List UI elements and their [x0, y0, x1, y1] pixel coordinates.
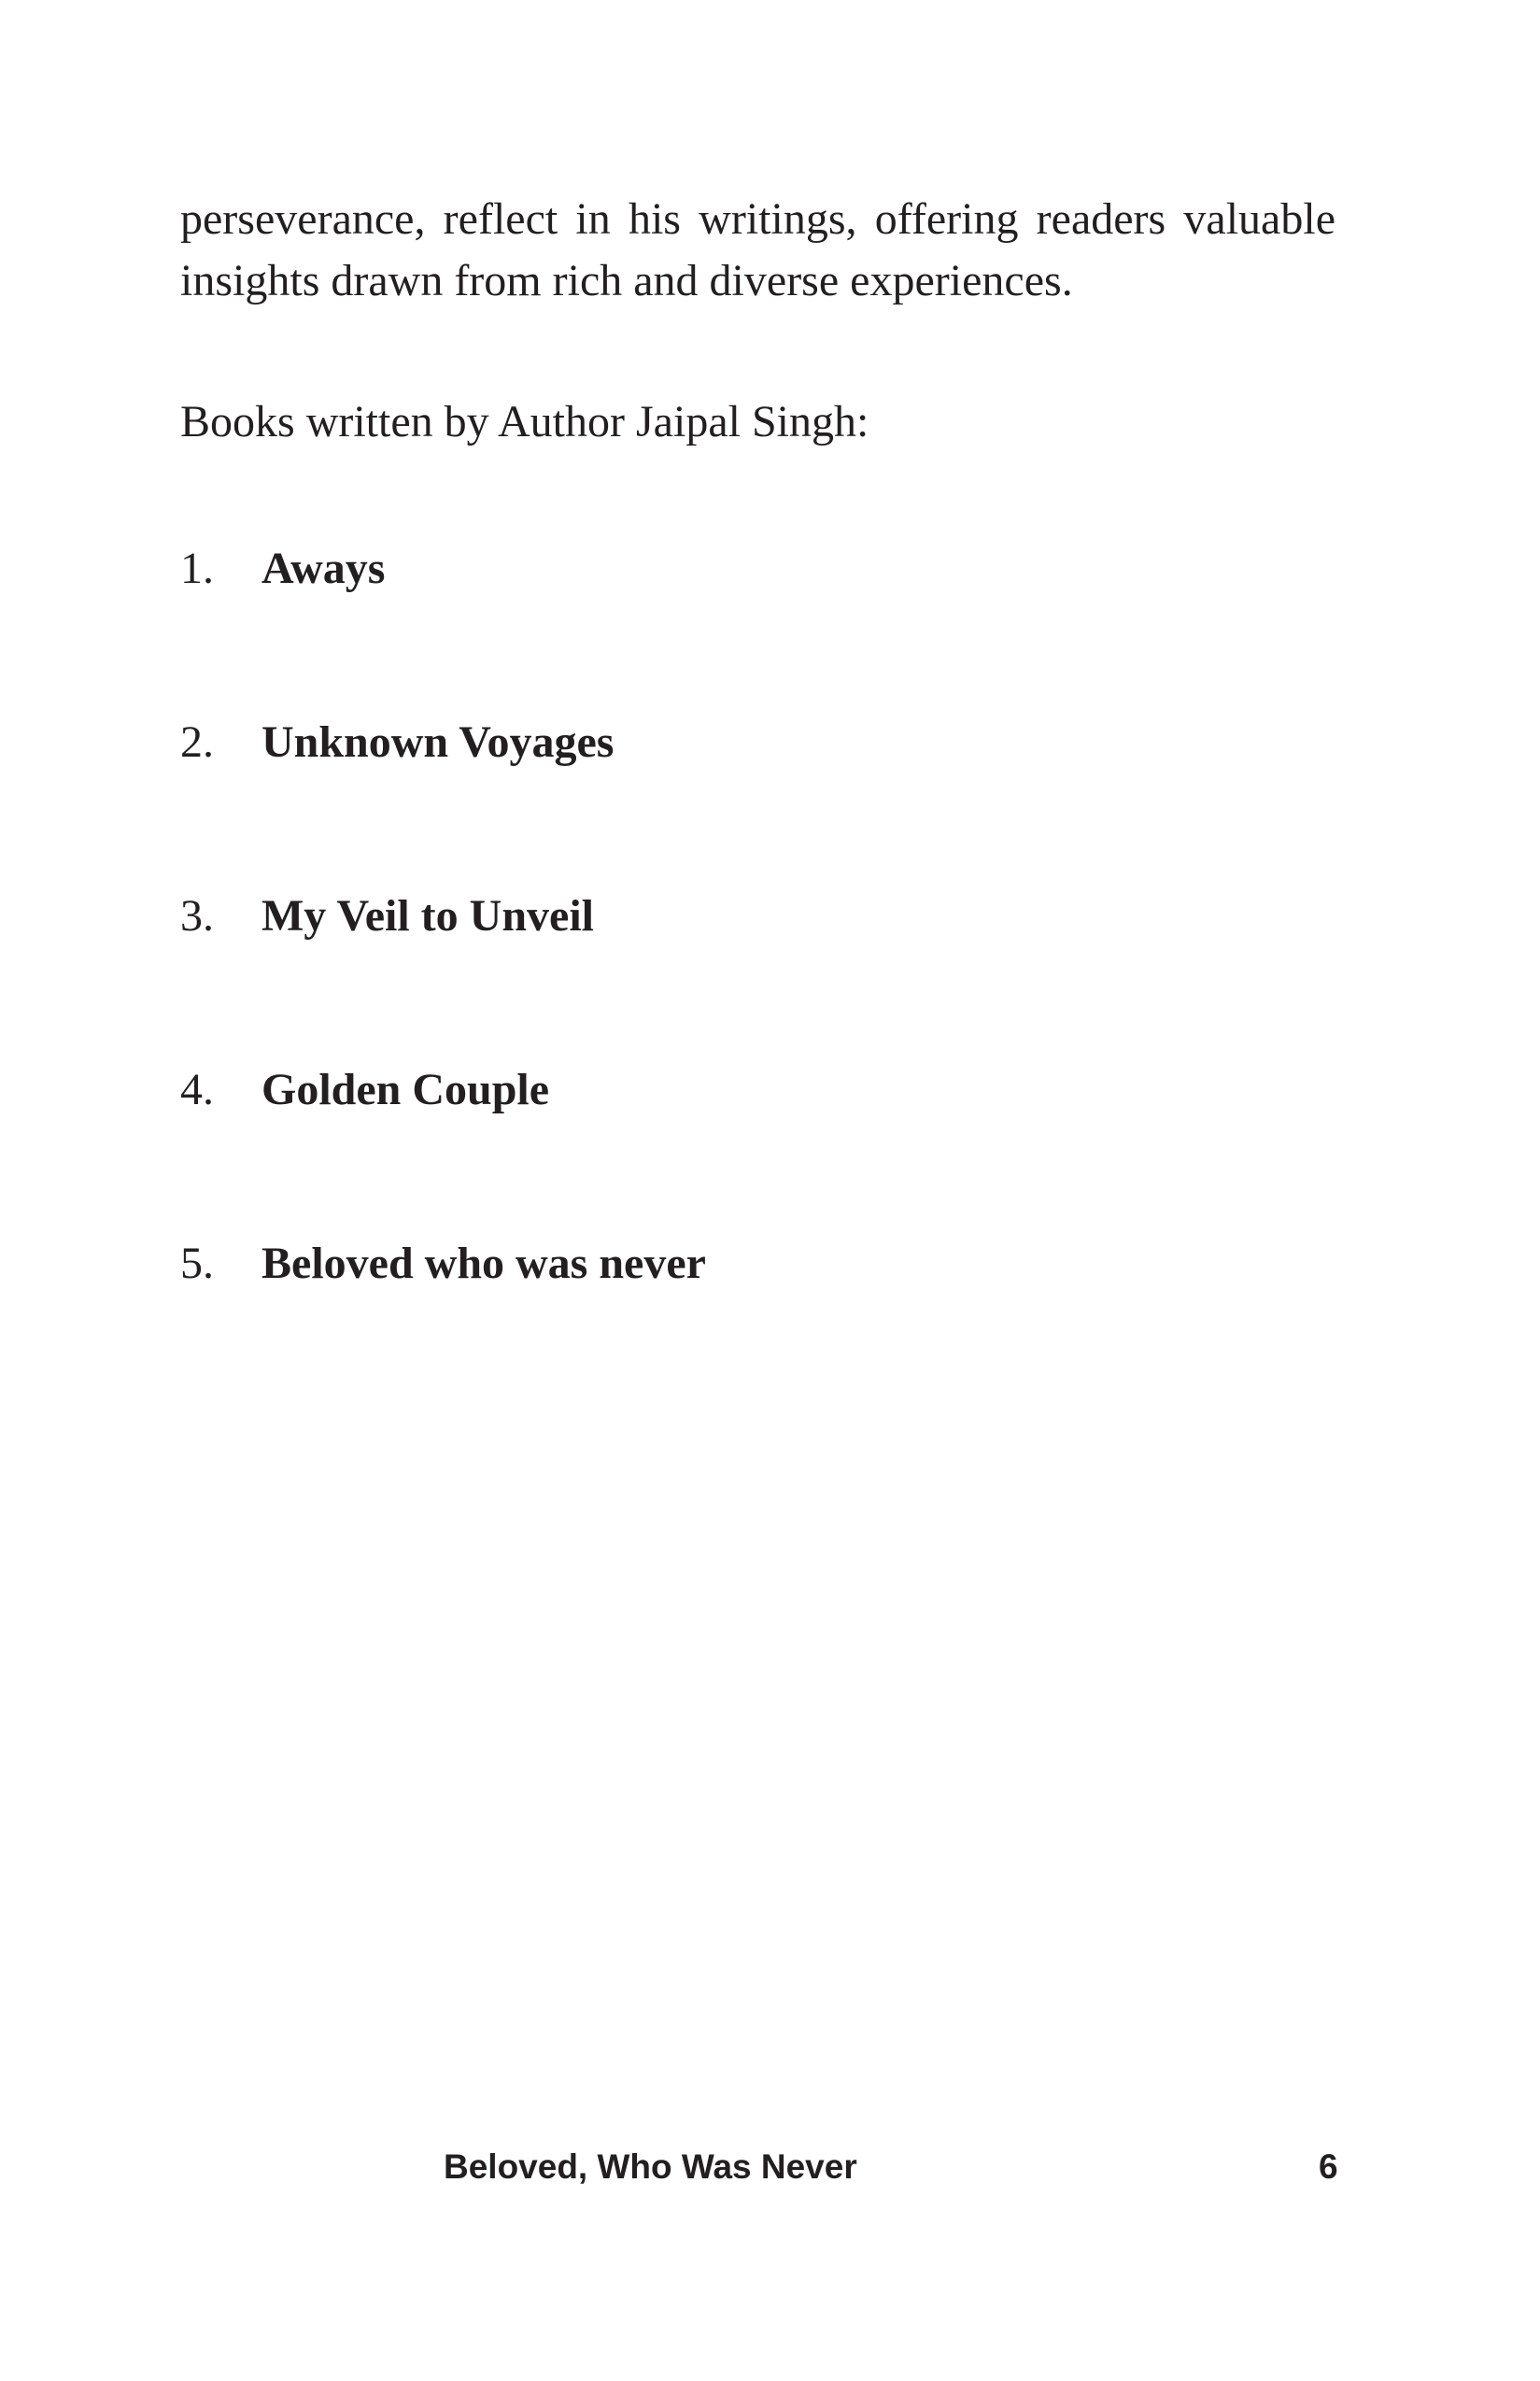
list-item-number: 3.: [180, 891, 214, 941]
list-item-number: 1.: [180, 544, 214, 593]
list-item-title: Beloved who was never: [261, 1239, 706, 1288]
list-item-number: 4.: [180, 1065, 214, 1114]
books-heading: Books written by Author Jaipal Singh:: [180, 397, 869, 446]
footer-book-title: Beloved, Who Was Never: [444, 2147, 857, 2186]
list-item-title: Unknown Voyages: [261, 717, 615, 767]
list-item-title: My Veil to Unveil: [261, 891, 594, 941]
footer-page-number: 6: [1319, 2147, 1338, 2186]
list-item-number: 5.: [180, 1239, 214, 1288]
list-item-title: Aways: [261, 544, 386, 593]
intro-paragraph-line-2: insights drawn from rich and diverse experiences.: [180, 256, 1073, 305]
list-item-title: Golden Couple: [261, 1065, 550, 1114]
intro-paragraph: [180, 189, 1335, 312]
list-item-number: 2.: [180, 717, 214, 767]
intro-paragraph-line-1: perseverance, reflect in his writings, offering readers valuable: [180, 194, 1335, 244]
